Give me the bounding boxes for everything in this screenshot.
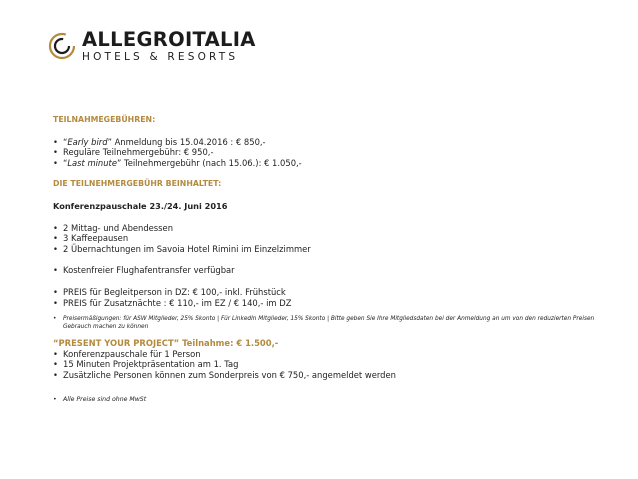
document-body [53,115,613,404]
fee-early-bird: • “Early bird” Anmeldung bis 15.04.2016 : € 850,- [53,137,613,148]
package-item: • 2 Übernachtungen im Savoia Hotel Rimini im Einzelzimmer [53,244,613,255]
fees-heading: TEILNAHMEGEBÜHREN: [53,115,156,124]
discount-list [53,316,613,331]
package-item: • 2 Mittag- und Abendessen [53,223,613,234]
allegroitalia-logo-icon [48,32,76,60]
package-item: • 3 Kaffeepausen [53,233,613,244]
price-item: • PREIS für Zusatznächte : € 110,- im EZ / € 140,- im DZ [53,298,613,309]
price-item: • PREIS für Begleitperson in DZ: € 100,- inkl. Frühstück [53,287,613,298]
fees-list [53,137,613,169]
package-title: Konferenzpauschale 23./24. Juni 2016 [53,200,228,211]
footnote: • Alle Preise sind ohne MwSt [53,396,613,404]
logo-subtitle: HOTELS & RESORTS [82,50,239,63]
fee-regular: • Reguläre Teilnehmergebühr: € 950,- [53,147,613,158]
discount-note: • Preisermäßigungen: für ASW Mitglieder, 25% Skonto | Für LinkedIn Mitglieder, 15% Skonto | Bitte geben Sie Ihre Mitgliedsdaten bei der Anmeldung an um von den reduzierten Preisen Gebrauch machen zu können [53,316,613,331]
package-list [53,223,613,255]
transfer-list [53,265,613,276]
project-heading: “PRESENT YOUR PROJECT” Teilnahme: € 1.500,- [53,337,279,348]
project-item: • Zusätzliche Personen können zum Sonderpreis von € 750,- angemeldet werden [53,370,613,381]
project-item: • Konferenzpauschale für 1 Person [53,349,613,360]
footnote-list [53,396,613,404]
transfer-item: • Kostenfreier Flughafentransfer verfügbar [53,265,613,276]
logo [48,30,256,62]
included-heading: DIE TEILNEHMERGEBÜHR BEINHALTET: [53,179,222,189]
fee-last-minute: • “Last minute” Teilnehmergebühr (nach 15.06.): € 1.050,- [53,158,613,169]
project-list [53,349,613,381]
logo-title: ALLEGROITALIA [82,28,256,51]
project-item: • 15 Minuten Projektpräsentation am 1. Tag [53,359,613,370]
price-list [53,287,613,308]
